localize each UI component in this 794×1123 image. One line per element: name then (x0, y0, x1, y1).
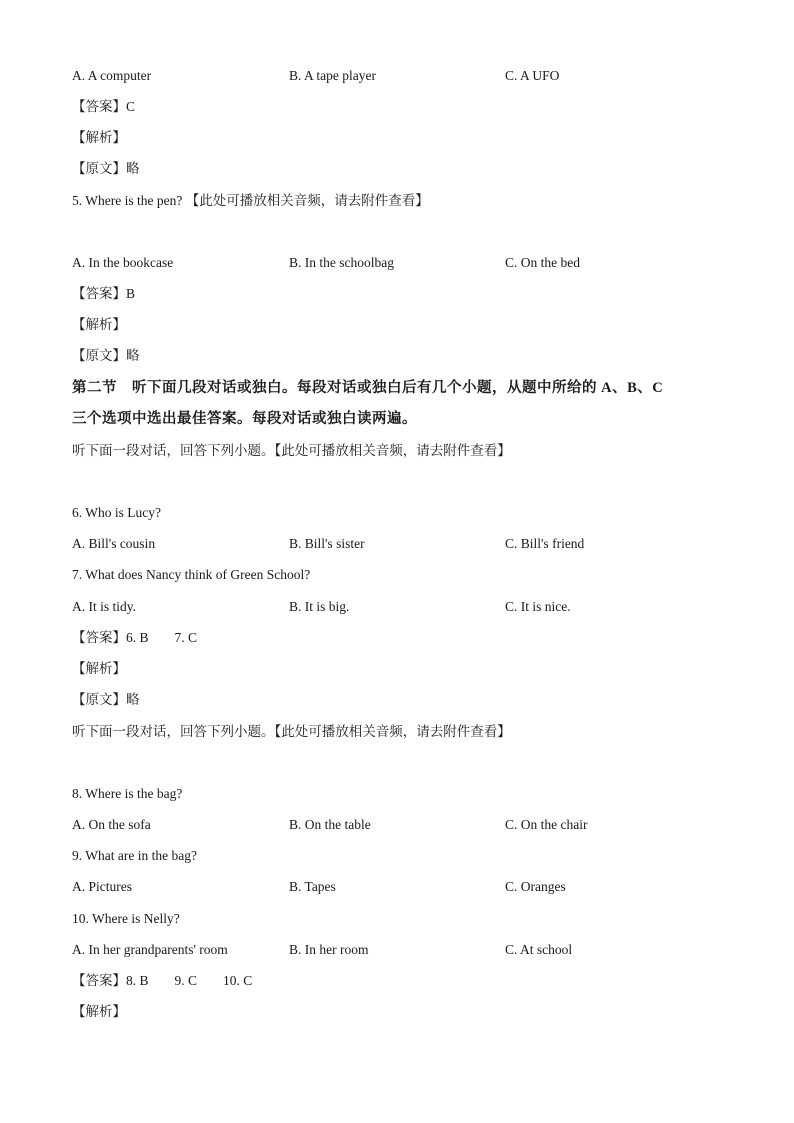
q9-options (72, 878, 732, 896)
q10-option-a: A. In her grandparents' room (72, 942, 228, 957)
q6-option-c: C. Bill's friend (505, 536, 585, 551)
q10-question: 10. Where is Nelly? (72, 911, 180, 926)
q10-options (72, 941, 732, 959)
dialog2-answer-label: 【答案】 (72, 973, 126, 988)
section2-heading-line2: 三个选项中选出最佳答案。每段对话或独白读两遍。 (72, 411, 417, 427)
q4-option-b: B. A tape player (289, 68, 376, 83)
q5-analysis: 【解析】 (72, 317, 126, 332)
q7-option-c: C. It is nice. (505, 599, 571, 614)
section2-heading-line1: 第二节 听下面几段对话或独白。每段对话或独白后有几个小题，从题中所给的 A、B、C (72, 380, 664, 396)
dialog1-instruction: 听下面一段对话，回答下列小题。【此处可播放相关音频，请去附件查看】 (72, 443, 511, 458)
q6-option-a: A. Bill's cousin (72, 536, 156, 551)
q7-option-a: A. It is tidy. (72, 599, 136, 614)
dialog1-answer-label: 【答案】 (72, 630, 126, 645)
q9-option-c: C. Oranges (505, 879, 566, 894)
dialog2-answer (72, 972, 278, 990)
q7-option-b: B. It is big. (289, 599, 350, 614)
dialog2-answer-8: 8. B (126, 973, 149, 988)
q10-option-b: B. In her room (289, 942, 369, 957)
q4-option-a: A. A computer (72, 68, 152, 83)
q5-answer: 【答案】B (72, 286, 136, 301)
dialog1-answer-6: 6. B (126, 630, 149, 645)
q8-option-c: C. On the chair (505, 817, 588, 832)
q7-question: 7. What does Nancy think of Green School? (72, 567, 311, 582)
q5-option-c: C. On the bed (505, 255, 580, 270)
q9-option-a: A. Pictures (72, 879, 132, 894)
q5-option-a: A. In the bookcase (72, 255, 174, 270)
q8-option-a: A. On the sofa (72, 817, 151, 832)
q4-original: 【原文】略 (72, 161, 140, 176)
q8-option-b: B. On the table (289, 817, 371, 832)
q6-option-b: B. Bill's sister (289, 536, 365, 551)
dialog2-answer-10: 10. C (223, 973, 253, 988)
dialog1-analysis: 【解析】 (72, 661, 126, 676)
q7-options (72, 598, 732, 616)
q8-question: 8. Where is the bag? (72, 786, 183, 801)
q10-option-c: C. At school (505, 942, 573, 957)
dialog1-answer-7: 7. C (174, 630, 198, 645)
q5-question: 5. Where is the pen? 【此处可播放相关音频，请去附件查看】 (72, 193, 429, 208)
q4-options (72, 67, 732, 85)
q4-analysis: 【解析】 (72, 130, 126, 145)
dialog2-instruction: 听下面一段对话，回答下列小题。【此处可播放相关音频，请去附件查看】 (72, 724, 511, 739)
q8-options (72, 816, 732, 834)
q4-answer: 【答案】C (72, 99, 136, 114)
q5-options (72, 254, 732, 272)
dialog1-original: 【原文】略 (72, 692, 140, 707)
q9-option-b: B. Tapes (289, 879, 336, 894)
q9-question: 9. What are in the bag? (72, 848, 197, 863)
dialog2-answer-9: 9. C (174, 973, 198, 988)
q4-option-c: C. A UFO (505, 68, 560, 83)
q6-options (72, 535, 732, 553)
q5-option-b: B. In the schoolbag (289, 255, 394, 270)
dialog1-answer (72, 629, 223, 647)
q5-original: 【原文】略 (72, 348, 140, 363)
q6-question: 6. Who is Lucy? (72, 505, 161, 520)
dialog2-analysis: 【解析】 (72, 1004, 126, 1019)
